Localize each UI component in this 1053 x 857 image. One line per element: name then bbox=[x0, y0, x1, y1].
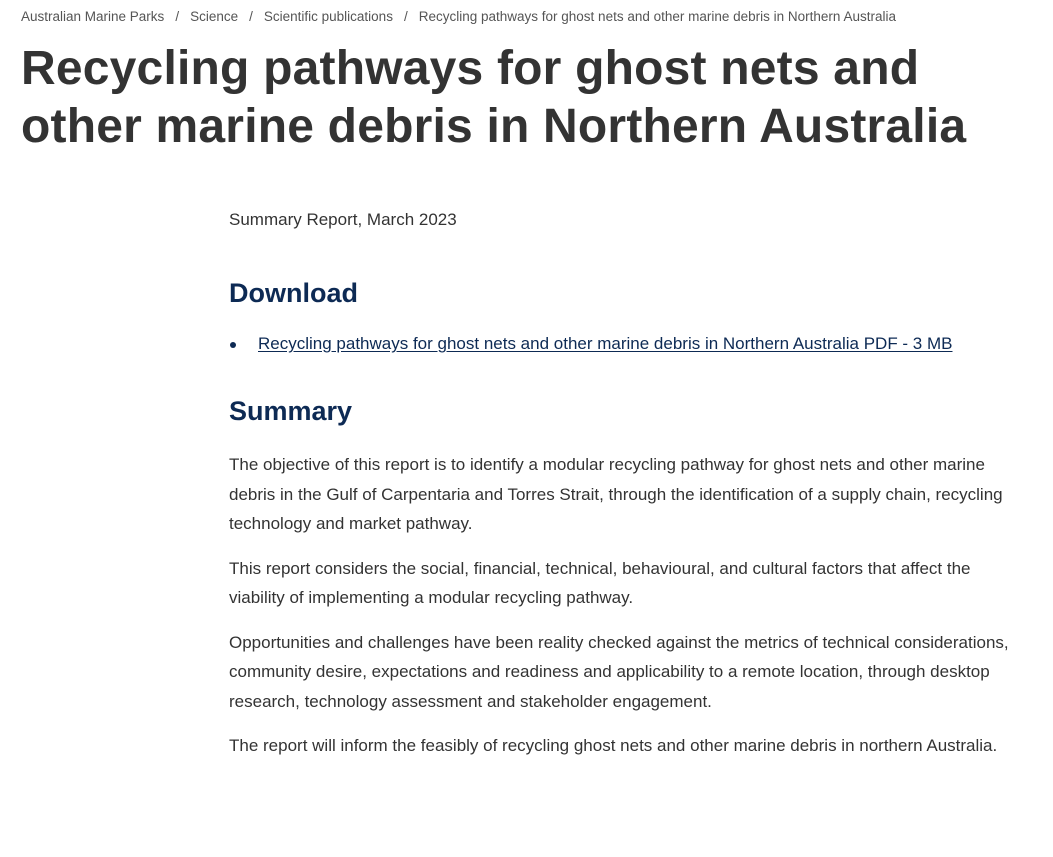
summary-paragraph-opportunities: Opportunities and challenges have been reality checked against the metrics of technical considerations, community desire, expectations and readiness and applicability to a remote location, through desktop research, technology assessment and stakeholder engagement. bbox=[229, 632, 1009, 711]
breadcrumb-link-science[interactable]: Science bbox=[190, 9, 239, 24]
page-title: Recycling pathways for ghost nets and other marine debris in Northern Australia bbox=[21, 42, 967, 153]
breadcrumb-separator: / bbox=[175, 9, 180, 24]
pdf-download-link[interactable]: Recycling pathways for ghost nets and other marine debris in Northern Australia PDF - 3 MB bbox=[258, 334, 953, 353]
summary-heading: Summary bbox=[229, 396, 353, 426]
summary-paragraph-feasibility: The report will inform the feasibly of recycling ghost nets and other marine debris in northern Australia. bbox=[229, 736, 998, 755]
main-content bbox=[229, 206, 1029, 761]
report-subtitle: Summary Report, March 2023 bbox=[229, 210, 457, 229]
breadcrumb-separator: / bbox=[249, 9, 253, 24]
download-heading: Download bbox=[229, 278, 358, 308]
download-list bbox=[229, 330, 1029, 358]
download-list-item bbox=[258, 330, 1029, 358]
breadcrumb-separator: / bbox=[403, 9, 408, 24]
summary-section bbox=[229, 450, 1029, 761]
breadcrumb-link-australian-marine-parks[interactable]: Australian Marine Parks bbox=[21, 9, 165, 24]
breadcrumb bbox=[21, 9, 896, 24]
summary-paragraph-objective: The objective of this report is to identify a modular recycling pathway for ghost nets and other marine debris in the Gulf of Carpentaria and Torres Strait, through the identification of a supply chain, recycling technology and market pathway. bbox=[229, 455, 1003, 533]
summary-paragraph-factors: This report considers the social, financial, technical, behavioural, and cultural factors that affect the viability of implementing a modular recycling pathway. bbox=[229, 558, 971, 607]
breadcrumb-link-scientific-publications[interactable]: Scientific publications bbox=[263, 9, 393, 24]
breadcrumb-current-page: Recycling pathways for ghost nets and other marine debris in Northern Australia bbox=[418, 9, 896, 24]
